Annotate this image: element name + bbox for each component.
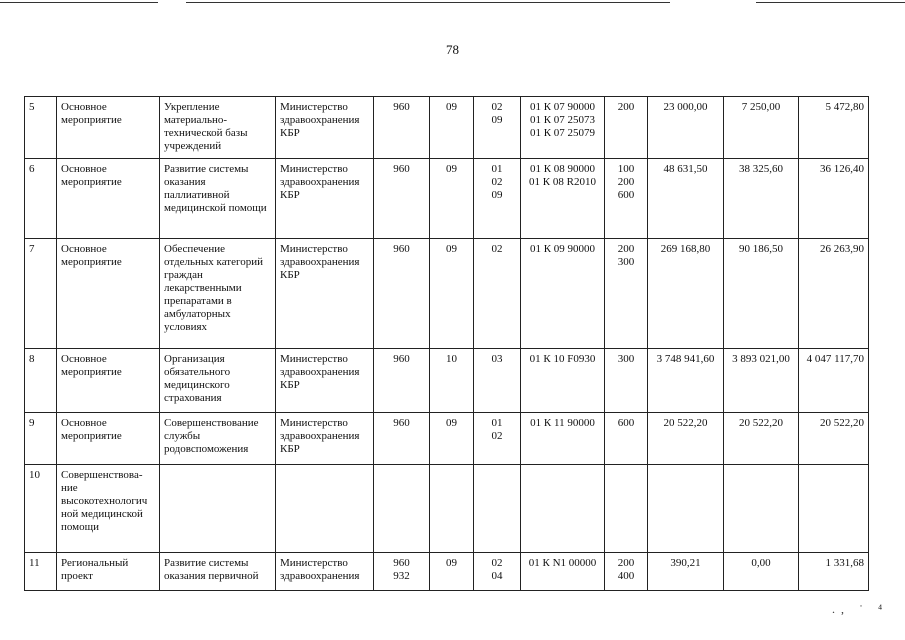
responsible-executor: [276, 465, 374, 553]
target-article-code-line: 01 К 07 25073: [529, 114, 596, 126]
event-type: Основное мероприятие: [57, 349, 160, 413]
amount-year-3: 5 472,80: [799, 97, 869, 159]
event-name: Совершенствование службы родовспоможения: [160, 413, 276, 465]
expense-type-code-line: 300: [617, 353, 635, 365]
row-number: 9: [25, 413, 57, 465]
target-article-code: [521, 553, 605, 591]
top-rule-right: [756, 2, 905, 3]
target-article-code-line: 01 К 07 90000: [529, 101, 596, 113]
row-number: 7: [25, 239, 57, 349]
amount-year-3: 20 522,20: [799, 413, 869, 465]
subsection-code-line: 02: [491, 243, 503, 255]
table-row: [25, 239, 869, 349]
section-code: 10: [430, 349, 474, 413]
amount-year-1: [648, 465, 724, 553]
scan-marks: ., ˙ ⁴: [832, 602, 889, 616]
subsection-code-line: 04: [491, 570, 503, 582]
expense-type-code-line: 600: [617, 417, 635, 429]
event-type: Совершенствова-ние высокотехнологич ной медицинской помощи: [57, 465, 160, 553]
event-type: Основное мероприятие: [57, 159, 160, 239]
responsible-executor: Министерство здравоохранения КБР: [276, 349, 374, 413]
page-number: 78: [446, 42, 459, 57]
subsection-code: [474, 97, 521, 159]
expense-type-code: [605, 465, 648, 553]
table-body: [25, 97, 869, 591]
target-article-code: [521, 159, 605, 239]
top-rule-center: [186, 2, 670, 3]
grbs-code: [374, 97, 430, 159]
target-article-code-line: 01 К N1 00000: [528, 557, 597, 569]
amount-year-2: 0,00: [724, 553, 799, 591]
grbs-code-line: 960: [393, 557, 410, 569]
expense-type-code-line: 600: [617, 189, 635, 201]
amount-year-2: 90 186,50: [724, 239, 799, 349]
event-type: Основное мероприятие: [57, 239, 160, 349]
amount-year-2: [724, 465, 799, 553]
amount-year-2: 3 893 021,00: [724, 349, 799, 413]
target-article-code-line: 01 К 07 25079: [529, 127, 596, 139]
subsection-code: [474, 553, 521, 591]
table-row: [25, 413, 869, 465]
expense-type-code: [605, 349, 648, 413]
subsection-code-line: 01: [491, 417, 503, 429]
amount-year-1: 20 522,20: [648, 413, 724, 465]
expense-type-code: [605, 159, 648, 239]
responsible-executor: Министерство здравоохранения КБР: [276, 159, 374, 239]
amount-year-2: 38 325,60: [724, 159, 799, 239]
target-article-code-line: 01 К 08 R2010: [529, 176, 596, 188]
subsection-code-line: 02: [491, 176, 503, 188]
amount-year-2: 20 522,20: [724, 413, 799, 465]
grbs-code: [374, 159, 430, 239]
amount-year-3: 4 047 117,70: [799, 349, 869, 413]
subsection-code-line: 03: [491, 353, 503, 365]
subsection-code: [474, 159, 521, 239]
target-article-code: [521, 413, 605, 465]
expense-type-code-line: 200: [617, 101, 635, 113]
top-rule-left: [0, 2, 158, 3]
subsection-code: [474, 349, 521, 413]
target-article-code: [521, 97, 605, 159]
grbs-code-line: 932: [393, 570, 410, 582]
target-article-code-line: 01 К 09 90000: [529, 243, 596, 255]
amount-year-1: 390,21: [648, 553, 724, 591]
responsible-executor: Министерство здравоохранения: [276, 553, 374, 591]
grbs-code-line: 960: [393, 417, 410, 429]
event-type: Региональный проект: [57, 553, 160, 591]
table-row: [25, 159, 869, 239]
section-code: 09: [430, 413, 474, 465]
expense-type-code: [605, 97, 648, 159]
event-name: Организация обязательного медицинского страхования: [160, 349, 276, 413]
expense-type-code-line: 300: [617, 256, 635, 268]
event-name: Развитие системы оказания паллиативной медицинской помощи: [160, 159, 276, 239]
target-article-code-line: 01 К 08 90000: [529, 163, 596, 175]
expense-type-code: [605, 239, 648, 349]
row-number: 10: [25, 465, 57, 553]
subsection-code-line: 02: [491, 557, 503, 569]
amount-year-1: 3 748 941,60: [648, 349, 724, 413]
section-code: 09: [430, 239, 474, 349]
expense-type-code-line: 200: [617, 243, 635, 255]
responsible-executor: Министерство здравоохранения КБР: [276, 413, 374, 465]
section-code: 09: [430, 553, 474, 591]
event-name: [160, 465, 276, 553]
grbs-code: [374, 349, 430, 413]
budget-table: [24, 96, 869, 591]
grbs-code: [374, 553, 430, 591]
section-code: 09: [430, 159, 474, 239]
grbs-code: [374, 239, 430, 349]
event-name: Укрепление материально-технической базы учреждений: [160, 97, 276, 159]
target-article-code-line: 01 К 10 F0930: [529, 353, 596, 365]
amount-year-1: 269 168,80: [648, 239, 724, 349]
amount-year-3: [799, 465, 869, 553]
amount-year-3: 36 126,40: [799, 159, 869, 239]
grbs-code-line: 960: [393, 243, 410, 255]
grbs-code: [374, 465, 430, 553]
expense-type-code-line: 100: [617, 163, 635, 175]
subsection-code-line: 02: [491, 430, 503, 442]
amount-year-3: 26 263,90: [799, 239, 869, 349]
expense-type-code: [605, 553, 648, 591]
subsection-code-line: 01: [491, 163, 503, 175]
expense-type-code-line: 200: [617, 176, 635, 188]
event-name: Обеспечение отдельных категорий граждан лекарственными препаратами в амбулаторных условиях: [160, 239, 276, 349]
expense-type-code: [605, 413, 648, 465]
subsection-code-line: 09: [491, 189, 503, 201]
row-number: 6: [25, 159, 57, 239]
expense-type-code-line: 200: [617, 557, 635, 569]
event-type: Основное мероприятие: [57, 413, 160, 465]
subsection-code-line: 09: [491, 114, 503, 126]
event-name: Развитие системы оказания первичной: [160, 553, 276, 591]
target-article-code: [521, 465, 605, 553]
event-type: Основное мероприятие: [57, 97, 160, 159]
amount-year-3: 1 331,68: [799, 553, 869, 591]
grbs-code-line: 960: [393, 101, 410, 113]
subsection-code: [474, 413, 521, 465]
expense-type-code-line: 400: [617, 570, 635, 582]
responsible-executor: Министерство здравоохранения КБР: [276, 239, 374, 349]
grbs-code-line: 960: [393, 163, 410, 175]
table-row: [25, 465, 869, 553]
row-number: 8: [25, 349, 57, 413]
target-article-code-line: 01 К 11 90000: [530, 417, 595, 429]
amount-year-2: 7 250,00: [724, 97, 799, 159]
grbs-code: [374, 413, 430, 465]
subsection-code: [474, 465, 521, 553]
table-row: [25, 97, 869, 159]
subsection-code-line: 02: [491, 101, 503, 113]
row-number: 11: [25, 553, 57, 591]
amount-year-1: 48 631,50: [648, 159, 724, 239]
amount-year-1: 23 000,00: [648, 97, 724, 159]
subsection-code: [474, 239, 521, 349]
section-code: [430, 465, 474, 553]
target-article-code: [521, 349, 605, 413]
row-number: 5: [25, 97, 57, 159]
table-row: [25, 349, 869, 413]
responsible-executor: Министерство здравоохранения КБР: [276, 97, 374, 159]
section-code: 09: [430, 97, 474, 159]
grbs-code-line: 960: [393, 353, 410, 365]
table-row: [25, 553, 869, 591]
target-article-code: [521, 239, 605, 349]
